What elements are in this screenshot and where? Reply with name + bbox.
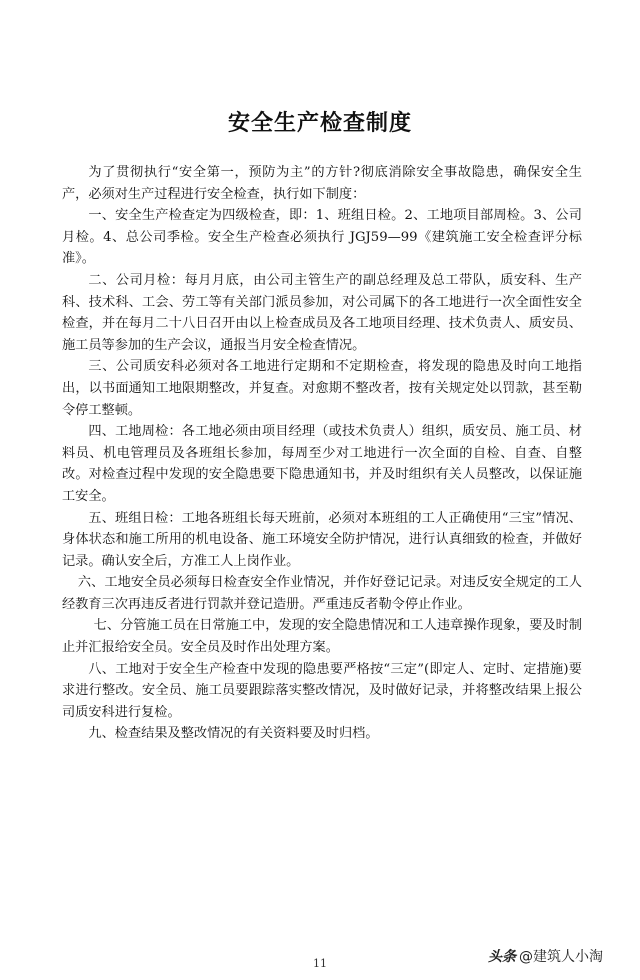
document-body <box>62 162 582 745</box>
paragraph-item-6: 六、工地安全员必须每日检查安全作业情况，并作好登记记录。对违反安全规定的工人经教育三次再违反者进行罚款并登记造册。严重违反者勒令停止作业。 <box>62 575 582 612</box>
paragraph-item-4: 四、工地周检：各工地必须由项目经理（或技术负责人）组织，质安员、施工员、材料员、机电管理员及各班组长参加，每周至少对工地进行一次全面的自检、自查、自整改。对检查过程中发现的安全隐患要下隐患通知书，并及时组织有关人员整改，以保证施工安全。 <box>62 424 582 504</box>
paragraph-item-2: 二、公司月检：每月月底，由公司主管生产的副总经理及总工带队，质安科、生产科、技术科、工会、劳工等有关部门派员参加，对公司属下的各工地进行一次全面性安全检查，并在每月二十八日召开由以上检查成员及各工地项目经理、技术负责人、质安员、施工员等参加的生产会议，通报当月安全检查情况。 <box>62 272 582 353</box>
watermark-account: @建筑人小淘 <box>519 949 603 965</box>
watermark <box>488 946 603 966</box>
document-title: 安全生产检查制度 <box>227 111 412 136</box>
paragraph-item-3: 三、公司质安科必须对各工地进行定期和不定期检查，将发现的隐患及时向工地指出，以书面通知工地限期整改，并复查。对愈期不整改者，按有关规定处以罚款，甚至勒令停工整顿。 <box>62 359 582 418</box>
watermark-brand: 头条 <box>488 949 516 965</box>
paragraph-item-9: 九、检查结果及整改情况的有关资料要及时归档。 <box>88 726 379 742</box>
paragraph-intro: 为了贯彻执行“安全第一，预防为主”的方针?彻底消除安全事故隐患，确保安全生产，必须对生产过程进行安全检查，执行如下制度： <box>62 165 582 202</box>
paragraph-item-1: 一、安全生产检查定为四级检查，即：1、班组日检。2、工地项目部周检。3、公司月检。4、总公司季检。安全生产检查必须执行 JGJ59—99《建筑施工安全检查评分标准》。 <box>62 208 582 267</box>
page-number: 11 <box>313 957 327 970</box>
paragraph-item-5: 五、班组日检：工地各班组长每天班前，必须对本班组的工人正确使用“三宝”情况、身体状态和施工所用的机电设备、施工环境安全防护情况，进行认真细致的检查，并做好记录。确认安全后，方准工人上岗作业。 <box>62 510 582 569</box>
paragraph-item-7: 七、分管施工员在日常施工中，发现的安全隐患情况和工人违章操作现象，要及时制止并汇报给安全员。安全员及时作出处理方案。 <box>62 618 582 656</box>
paragraph-item-8: 八、工地对于安全生产检查中发现的隐患要严格按“三定”(即定人、定时、定措施)要求进行整改。安全员、施工员要跟踪落实整改情况，及时做好记录，并将整改结果上报公司质安科进行复检。 <box>62 661 582 720</box>
